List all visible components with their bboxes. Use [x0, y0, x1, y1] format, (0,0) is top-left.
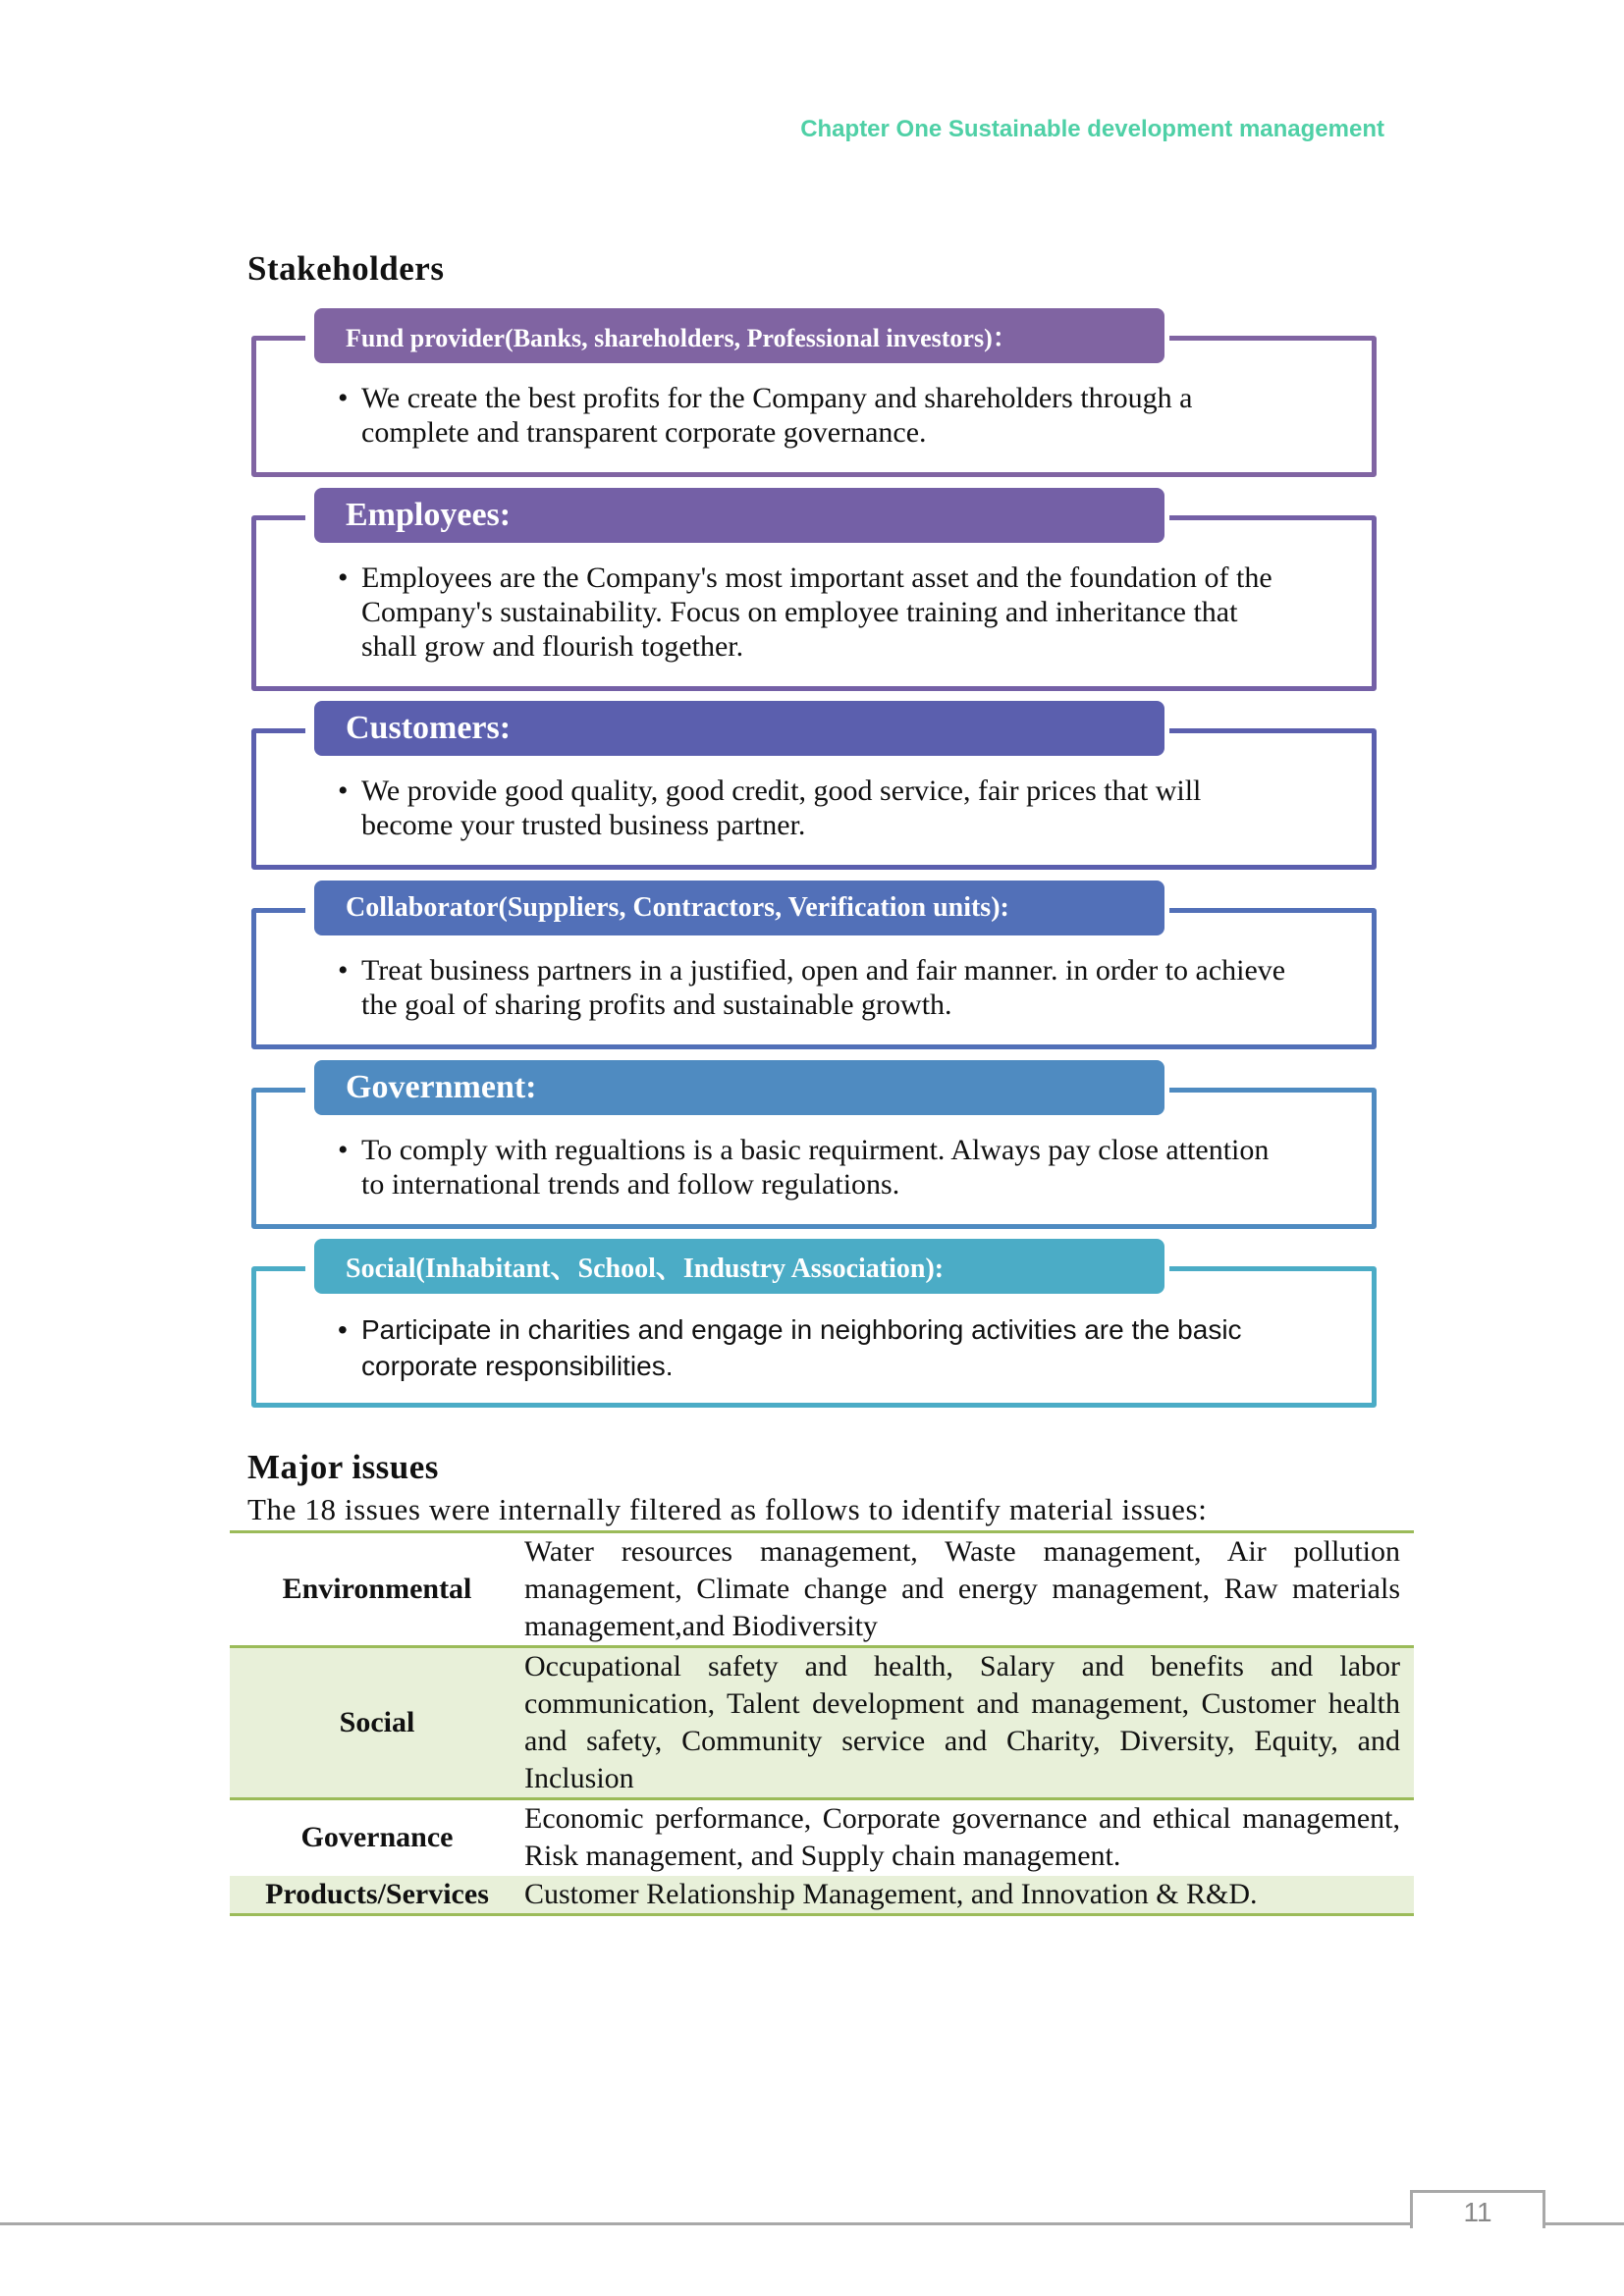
table-row	[230, 1799, 1414, 1876]
stakeholder-heading: Government:	[314, 1060, 1164, 1115]
issues-cell: Occupational safety and health, Salary and benefits and labor communication, Talent development and management, Customer health and safety, Community service and Charity, Diversity, Equity, and Inclusion	[524, 1650, 1400, 1794]
stakeholder-government	[251, 1060, 1377, 1229]
issues-table	[230, 1530, 1414, 1916]
major-issues-intro: The 18 issues were internally filtered as follows to identify material issues:	[247, 1492, 1208, 1526]
table-row	[230, 1876, 1414, 1915]
stakeholder-heading: Social(Inhabitant、School、Industry Association):	[314, 1239, 1164, 1294]
issues-cell: Customer Relationship Management, and Innovation & R&D.	[524, 1877, 1258, 1910]
bullet: •	[338, 954, 349, 987]
stakeholder-heading: Customers:	[314, 701, 1164, 756]
issues-cell: Water resources management, Waste management, Air pollution management, Climate change and energy management, Raw materials management,and Biodiversity	[524, 1535, 1400, 1642]
stakeholder-customers	[251, 701, 1377, 870]
table-row	[230, 1647, 1414, 1799]
stakeholder-text: Employees are the Company's most important asset and the foundation of the Company's sustainability. Focus on employee training and inheritance that shall grow and flourish together.	[361, 561, 1272, 663]
stakeholder-text: Participate in charities and engage in neighboring activities are the basic corporate responsibilities.	[361, 1314, 1242, 1381]
bullet: •	[338, 1314, 348, 1345]
footer-line	[0, 2222, 1624, 2225]
issues-cell: Economic performance, Corporate governance and ethical management, Risk management, and Supply chain management.	[524, 1802, 1400, 1873]
major-issues-title: Major issues	[247, 1448, 439, 1486]
category-cell: Governance	[300, 1821, 454, 1854]
stakeholder-collaborator	[251, 881, 1377, 1049]
bullet: •	[338, 382, 349, 414]
table-row	[230, 1532, 1414, 1647]
stakeholder-heading: Employees:	[314, 488, 1164, 543]
stakeholder-text: We create the best profits for the Company and shareholders through a complete and transparent corporate governance.	[361, 382, 1193, 449]
chapter-header: Chapter One Sustainable development management	[800, 116, 1384, 142]
stakeholder-social	[251, 1239, 1377, 1408]
category-cell: Social	[339, 1706, 415, 1738]
stakeholder-text: Treat business partners in a justified, open and fair manner. in order to achieve the goal of sharing profits and sustainable growth.	[361, 954, 1286, 1021]
category-cell: Products/Services	[265, 1877, 489, 1910]
stakeholder-employees	[251, 488, 1377, 691]
stakeholder-heading: Collaborator(Suppliers, Contractors, Verification units):	[314, 881, 1164, 935]
stakeholder-text: We provide good quality, good credit, good service, fair prices that will become your trusted business partner.	[361, 774, 1202, 841]
bullet: •	[338, 774, 349, 807]
bullet: •	[338, 1134, 349, 1166]
stakeholders-title: Stakeholders	[247, 249, 445, 288]
stakeholder-heading: Fund provider(Banks, shareholders, Professional investors)：	[314, 308, 1164, 363]
category-cell: Environmental	[282, 1573, 472, 1605]
bullet: •	[338, 561, 349, 594]
stakeholder-text: To comply with regualtions is a basic requirment. Always pay close attention to international trends and follow regulations.	[361, 1134, 1270, 1201]
page-number: 11	[1410, 2190, 1545, 2228]
stakeholder-fund-provider	[251, 308, 1377, 477]
